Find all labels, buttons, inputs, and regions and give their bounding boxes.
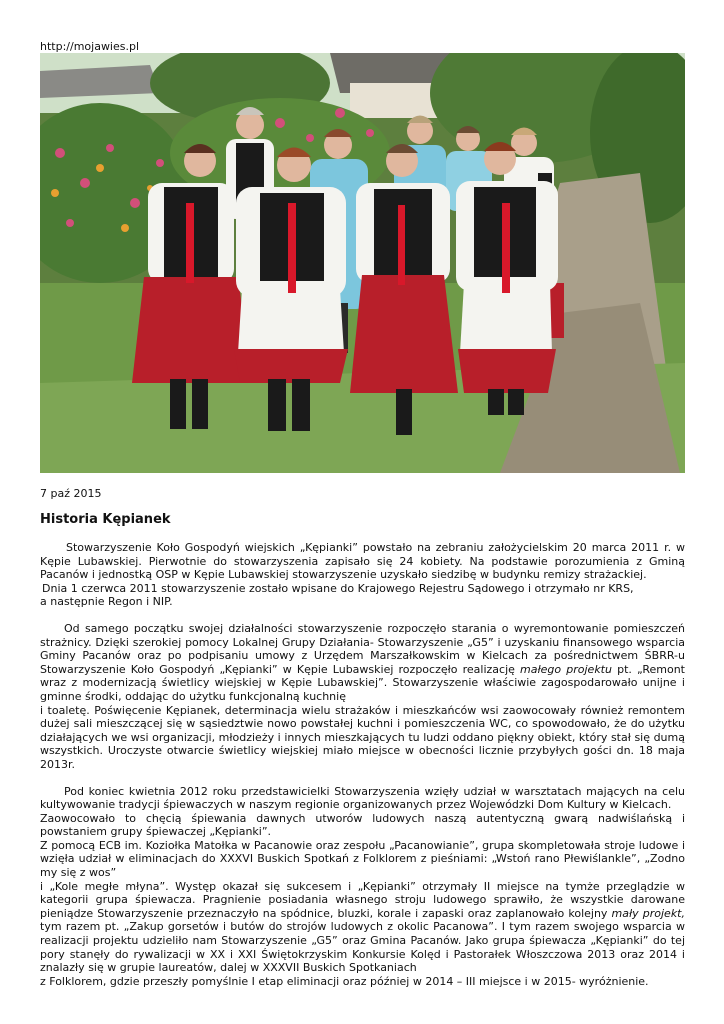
paragraph-3-part-e: tym razem pt. „Zakup gorsetów i butów do strojów ludowych z okolic Pacanowa”. I tym razem swojego wsparcia w realizacji projektu udzieliło nam Stowarzyszenie „G5” oraz Gmina Pacanów. Jako grupa śpiewacza „Kępianki” do tej pory stanęły do rywalizacji w XX i XXI Świętokrzyskim Konkursie Kolęd i Pastorałek Włoszczowa 2013 oraz 2014 i znalazły się w grupie laureatów, dalej w XXXVII Buskich Spotkaniach — [40, 920, 685, 975]
paragraph-3-part-d: i „Kole megłe młyna”. Występ okazał się sukcesem i „Kępianki” otrzymały II miejsce na tymże przeglądzie w kategorii grupa śpiewacza. Pragnienie posiadania własnego stroju ludowego sprawiło, że wszystkie darowane pieniądze Stowarzyszenie przeznaczyło na spódnice, bluzki, korale i zapaski oraz zaplanowało kolejny — [40, 879, 685, 920]
paragraph-3-part-f: z Folklorem, gdzie przeszły pomyślnie I etap eliminacji oraz później w 2014 – III miejsce i w 2015- wyróżnienie. — [40, 974, 649, 988]
paragraph-2-emphasis: małego projektu — [520, 662, 612, 676]
paragraph-3 — [40, 785, 685, 989]
article-date: 7 paź 2015 — [40, 487, 102, 500]
group-photo — [40, 53, 685, 473]
photo-illustration — [40, 53, 685, 473]
paragraph-2-main — [40, 622, 685, 704]
paragraph-3-part-a: Pod koniec kwietnia 2012 roku przedstawicielki Stowarzyszenia wzięły udział w warsztatach mających na celu kultywowanie tradycji śpiewaczych w naszym regionie organizowanych przez Wojewódzki Dom Kultury w Kielcach. — [40, 784, 685, 812]
article-body — [40, 541, 685, 1001]
paragraph-2-part-b: pt. „Remont wraz z modernizacją świetlicy wiejskiej w Kępie Lubawskiej”. Stowarzyszenie właściwie zagospodarowało unijne i gminne środki, oddając do użytku funkcjonalną kuchnię — [40, 662, 685, 703]
paragraph-1-text: Stowarzyszenie Koło Gospodyń wiejskich „Kępianki” powstało na zebraniu założycielskim 20 marca 2011 r. w Kępie Lubawskiej. Pierwotnie do stowarzyszenia zapisało się 24 kobiety. Na podstawie porozumienia z Gminą Pacanów i jednostką OSP w Kępie Lubawskiej stowarzyszenie uzyskało siedzibę w budynku remizy strażackiej. — [40, 541, 685, 582]
woman-front-3 — [350, 144, 458, 435]
paragraph-1-regon: a następnie Regon i NIP. — [40, 595, 173, 609]
source-url: http://mojawies.pl — [40, 40, 140, 53]
paragraph-1-krs: Dnia 1 czerwca 2011 stowarzyszenie zostało wpisane do Krajowego Rejestru Sądowego i otrzymało nr KRS, — [42, 581, 634, 595]
paragraph-3-main — [40, 880, 685, 975]
paragraph-2-part-c: i toaletę. Poświęcenie Kępianek, determinacja wielu strażaków i mieszkańców wsi zaowocowały również remontem dużej sali mieszczącej się w sąsiedztwie nowo powstałej kuchni i pomieszczenia WC, co spowodowało, że do użytku działających we wsi organizacji, młodzieży i innych mieszkających tu ludzi oddano piękny obiekt, który stał się dumą wszystkich. Uroczyste otwarcie świetlicy wiejskiej miało miejsce w obecności licznie przybyłych gości dn. 18 maja 2013r. — [40, 703, 685, 771]
article-title: Historia Kępianek — [40, 512, 171, 527]
paragraph-2-part-a: Od samego początku swojej działalności stowarzyszenie rozpoczęło starania o wyremontowanie pomieszczeń strażnicy. Dzięki szerokiej pomocy Lokalnej Grupy Działania- Stowarzyszenie „G5” i uzyskaniu finansowego wsparcia Gminy Pacanów oraz po podpisaniu umowy z Urzędem Marszałkowskim w Kielcach za pośrednictwem ŚBRR-u Stowarzyszenie Koło Gospodyń „Kępianki” w Kępie Lubawskiej rozpoczęło realizację — [40, 621, 685, 676]
paragraph-3-emphasis: mały projekt, — [611, 906, 685, 920]
paragraph-3-part-c: Z pomocą ECB im. Koziołka Matołka w Pacanowie oraz zespołu „Pacanowianie”, grupa skompletowała stroje ludowe i wzięła udział w eliminacjach do XXXVI Buskich Spotkań z Folklorem z pieśniami: „Wstoń rano Płewiślankle”, „Zodno my się z wos” — [40, 838, 685, 880]
paragraph-2 — [40, 622, 685, 772]
paragraph-1 — [40, 541, 685, 609]
paragraph-3-part-b: Zaowocowało to chęcią śpiewania dawnych utworów ludowych naszą autentyczną gwarą nadwiślańską i powstaniem grupy śpiewaczej „Kępianki”. — [40, 811, 685, 839]
